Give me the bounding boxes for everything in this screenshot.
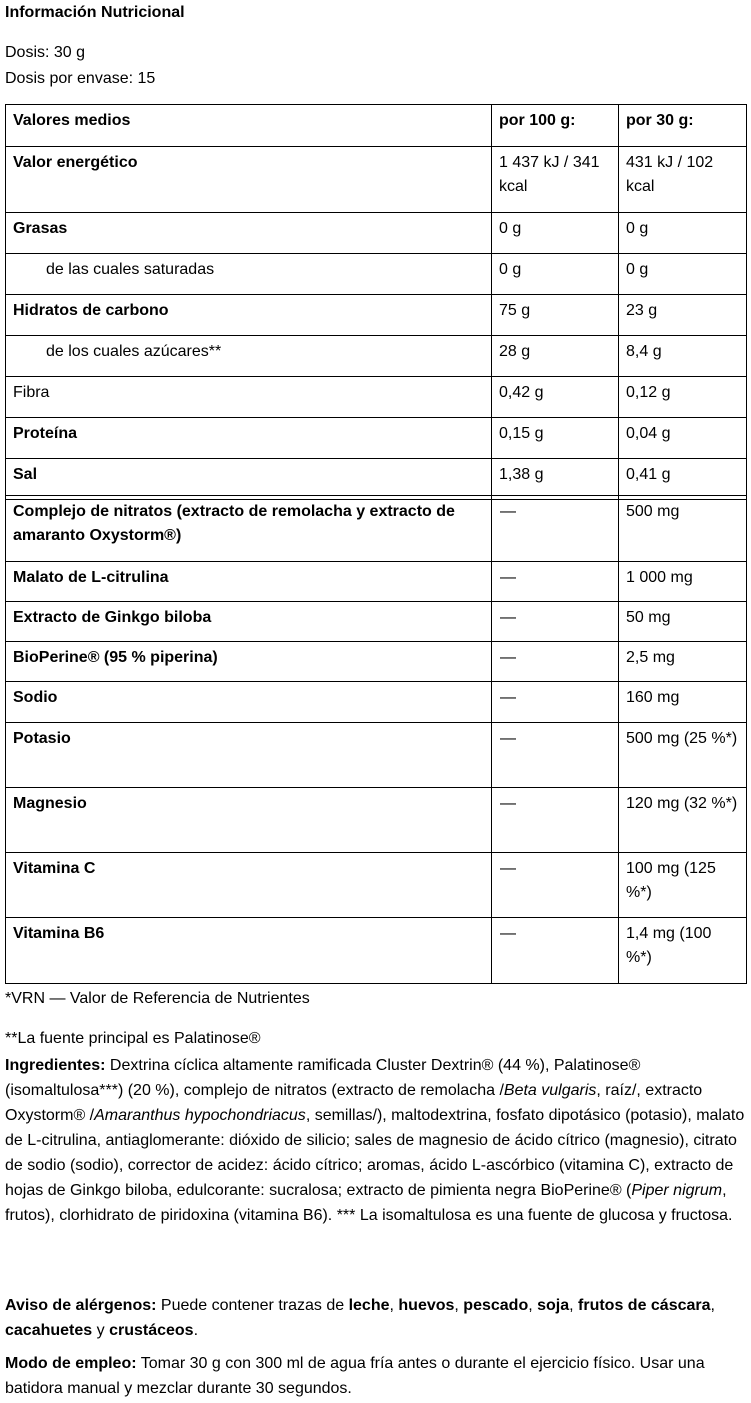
- usage-paragraph: [5, 1351, 745, 1401]
- ingredient-label: Magnesio: [6, 788, 492, 853]
- usage-text: Tomar 30 g con 300 ml de agua fría antes o durante el ejercicio físico. Usar una batidora manual y mezclar durante 30 segundos.: [5, 1355, 705, 1397]
- allergen-peanuts: cacahuetes: [5, 1322, 93, 1339]
- allergens-sep: ,: [389, 1297, 399, 1314]
- value-per-30g: 120 mg (32 %*): [619, 788, 747, 853]
- value-per-100g: 0,15 g: [492, 418, 619, 459]
- value-per-30g: 500 mg: [619, 496, 747, 562]
- value-per-100g: 0 g: [492, 213, 619, 254]
- active-ingredients-table: [5, 495, 747, 984]
- allergens-sep: ,: [454, 1297, 464, 1314]
- nutrient-label: Grasas: [6, 213, 492, 254]
- value-per-30g: 8,4 g: [619, 336, 747, 377]
- value-per-30g: 431 kJ / 102 kcal: [619, 147, 747, 213]
- ingredient-label: Extracto de Ginkgo biloba: [6, 602, 492, 642]
- value-per-100g: —: [492, 788, 619, 853]
- nutrient-label: Valor energético: [6, 147, 492, 213]
- ingredients-paragraph: [5, 1053, 745, 1228]
- nutrient-label: Fibra: [6, 377, 492, 418]
- source-note: **La fuente principal es Palatinose®: [5, 1030, 261, 1047]
- ingredient-label: Malato de L-citrulina: [6, 562, 492, 602]
- page-title: Información Nutricional: [5, 4, 185, 21]
- table-row: [6, 418, 747, 459]
- value-per-30g: 0 g: [619, 254, 747, 295]
- header-cell: por 30 g:: [619, 105, 747, 147]
- allergen-crustaceans: crustáceos: [109, 1322, 194, 1339]
- table-row: [6, 295, 747, 336]
- value-per-100g: 75 g: [492, 295, 619, 336]
- table-row: [6, 682, 747, 723]
- table-row: [6, 254, 747, 295]
- value-per-100g: —: [492, 602, 619, 642]
- value-per-30g: 1,4 mg (100 %*): [619, 918, 747, 984]
- table-row: [6, 788, 747, 853]
- value-per-30g: 0,41 g: [619, 459, 747, 500]
- ingredients-text-3: , semillas/), maltodextrina, fosfato dipotásico (potasio), malato de L-citrulina, antiaglomerante: dióxido de silicio; sales de magnesio de ácido cítrico (magnesio), citrato de sodio (sodio), corrector de acidez: ácido cítrico; aromas, ácido L-ascórbico (vitamina C), extracto de hojas de Ginkgo biloba, edulcorante: sucralosa; extracto de pimienta negra BioPerine® (: [5, 1107, 745, 1199]
- value-per-100g: 1 437 kJ / 341 kcal: [492, 147, 619, 213]
- value-per-30g: 100 mg (125 %*): [619, 853, 747, 918]
- value-per-30g: 500 mg (25 %*): [619, 723, 747, 788]
- table-row: [6, 459, 747, 500]
- value-per-100g: 0,42 g: [492, 377, 619, 418]
- table-header-row: [6, 105, 747, 147]
- header-cell: Valores medios: [6, 105, 492, 147]
- allergen-soy: soja: [537, 1297, 570, 1314]
- ingredient-label: Sodio: [6, 682, 492, 723]
- value-per-30g: 2,5 mg: [619, 642, 747, 682]
- nutrient-label: Hidratos de carbono: [6, 295, 492, 336]
- allergens-sep: ,: [528, 1297, 538, 1314]
- table-row: [6, 377, 747, 418]
- allergens-sep: ,: [710, 1297, 715, 1314]
- table-row: [6, 602, 747, 642]
- ingredient-label: Vitamina B6: [6, 918, 492, 984]
- table-row: [6, 642, 747, 682]
- value-per-30g: 0 g: [619, 213, 747, 254]
- nutrient-label: de los cuales azúcares**: [6, 336, 492, 377]
- allergens-label: Aviso de alérgenos:: [5, 1297, 157, 1314]
- value-per-100g: —: [492, 918, 619, 984]
- servings-line: Dosis por envase: 15: [5, 70, 156, 87]
- value-per-100g: —: [492, 642, 619, 682]
- nutrient-label: Proteína: [6, 418, 492, 459]
- vrn-note: *VRN — Valor de Referencia de Nutrientes: [5, 990, 310, 1007]
- value-per-100g: 0 g: [492, 254, 619, 295]
- ingredients-text-1: Dextrina cíclica altamente ramificada Cluster Dextrin® (44 %), Palatinose® (isomaltulosa***) (20 %), complejo de nitratos (extracto de remolacha /: [5, 1057, 641, 1099]
- allergen-nuts: frutos de cáscara: [578, 1297, 711, 1314]
- value-per-100g: —: [492, 496, 619, 562]
- allergens-sep: ,: [569, 1297, 579, 1314]
- table-row: [6, 336, 747, 377]
- ingredient-label: Potasio: [6, 723, 492, 788]
- ingredients-text-2: , raíz/, extracto Oxystorm® /: [5, 1082, 703, 1124]
- table-row: [6, 562, 747, 602]
- table-row: [6, 918, 747, 984]
- ingredients-italic-3: Piper nigrum: [631, 1182, 723, 1199]
- allergens-paragraph: [5, 1293, 745, 1343]
- value-per-100g: 1,38 g: [492, 459, 619, 500]
- table-row: [6, 213, 747, 254]
- ingredient-label: Vitamina C: [6, 853, 492, 918]
- ingredients-italic-2: Amaranthus hypochondriacus: [94, 1107, 306, 1124]
- dose-line: Dosis: 30 g: [5, 44, 86, 61]
- value-per-100g: —: [492, 682, 619, 723]
- allergen-milk: leche: [348, 1297, 390, 1314]
- nutrient-label: de las cuales saturadas: [6, 254, 492, 295]
- value-per-30g: 160 mg: [619, 682, 747, 723]
- table-row: [6, 147, 747, 213]
- value-per-30g: 0,04 g: [619, 418, 747, 459]
- value-per-100g: —: [492, 562, 619, 602]
- table-row: [6, 496, 747, 562]
- value-per-30g: 1 000 mg: [619, 562, 747, 602]
- nutrition-table: [5, 104, 747, 500]
- allergens-sep: y: [92, 1322, 110, 1339]
- ingredients-italic-1: Beta vulgaris: [503, 1082, 597, 1099]
- ingredient-label: BioPerine® (95 % piperina): [6, 642, 492, 682]
- value-per-100g: 28 g: [492, 336, 619, 377]
- table-row: [6, 723, 747, 788]
- usage-label: Modo de empleo:: [5, 1355, 137, 1372]
- value-per-30g: 0,12 g: [619, 377, 747, 418]
- value-per-100g: —: [492, 853, 619, 918]
- allergen-fish: pescado: [463, 1297, 529, 1314]
- nutrient-label: Sal: [6, 459, 492, 500]
- ingredients-text-4: , frutos), clorhidrato de piridoxina (vitamina B6). *** La isomaltulosa es una fuente de glucosa y fructosa.: [5, 1182, 733, 1224]
- allergen-eggs: huevos: [398, 1297, 455, 1314]
- allergens-text: Puede contener trazas de: [156, 1297, 349, 1314]
- ingredient-label: Complejo de nitratos (extracto de remolacha y extracto de amaranto Oxystorm®): [6, 496, 492, 562]
- value-per-30g: 50 mg: [619, 602, 747, 642]
- value-per-100g: —: [492, 723, 619, 788]
- ingredients-label: Ingredientes:: [5, 1057, 106, 1074]
- header-cell: por 100 g:: [492, 105, 619, 147]
- allergens-end: .: [193, 1322, 199, 1339]
- value-per-30g: 23 g: [619, 295, 747, 336]
- table-row: [6, 853, 747, 918]
